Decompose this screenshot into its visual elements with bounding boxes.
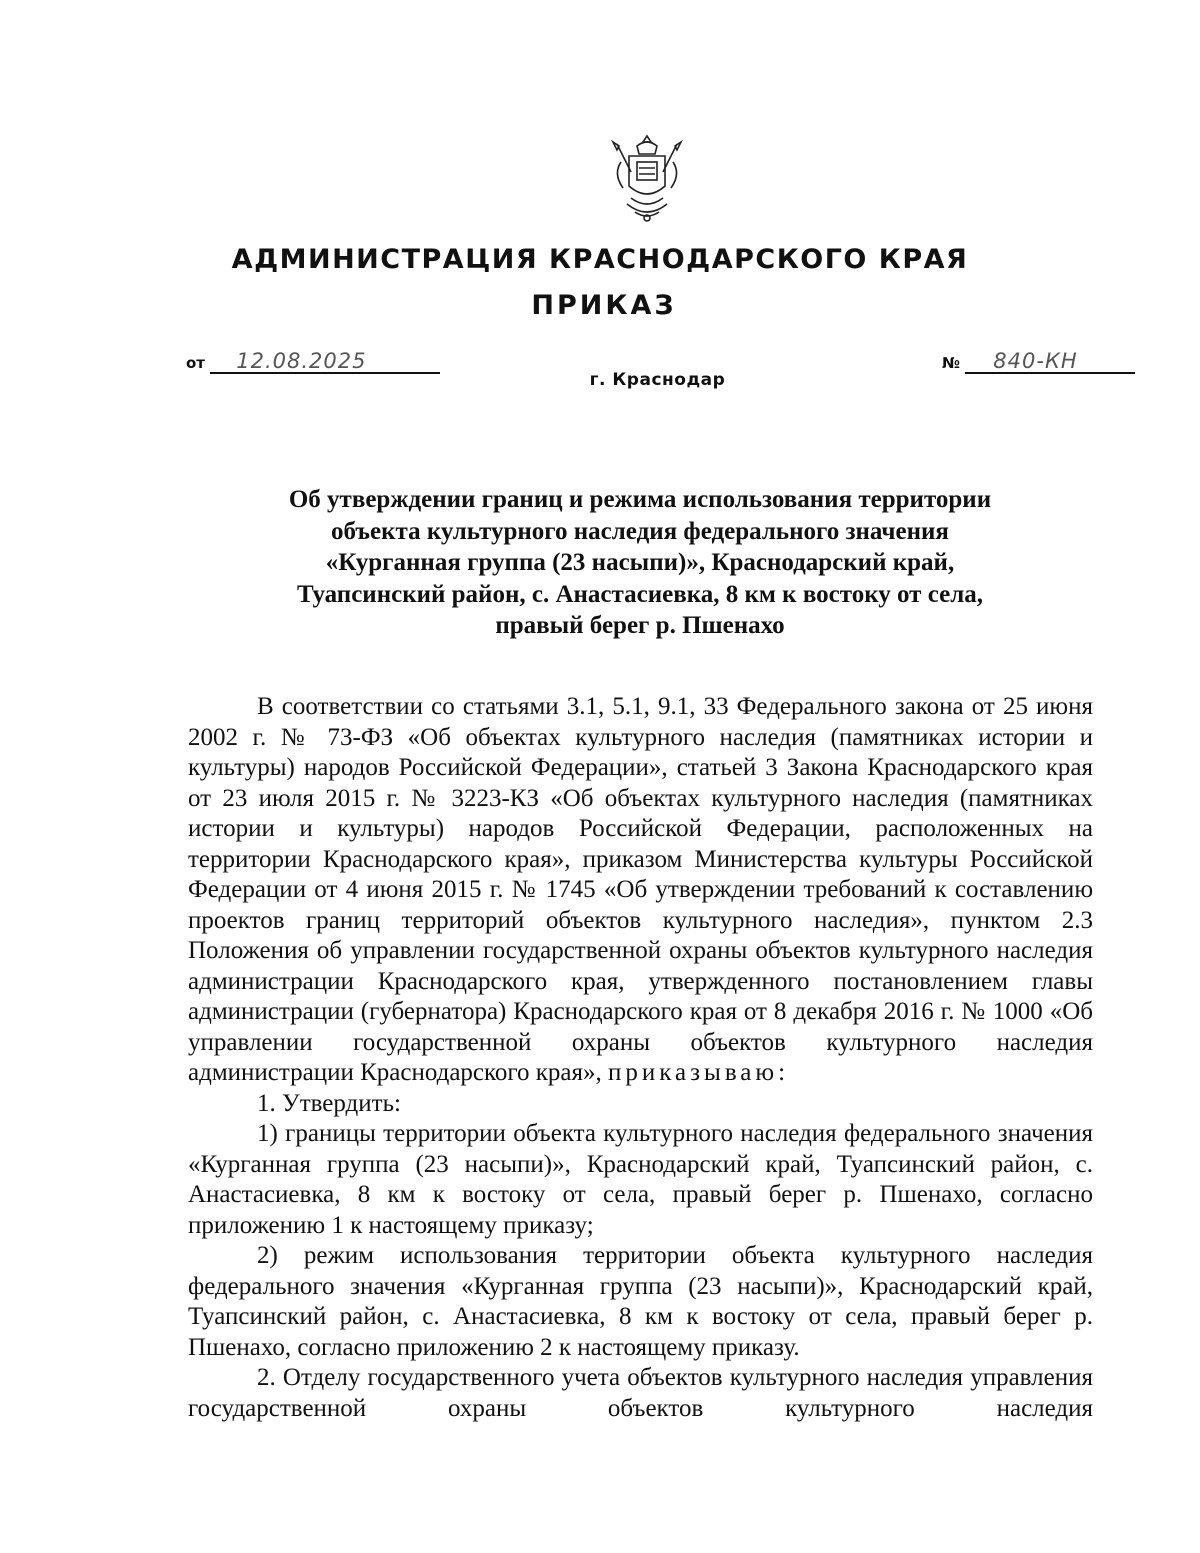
date-label: от bbox=[186, 354, 205, 372]
title-line: Об утверждении границ и режима использования территории bbox=[288, 486, 992, 513]
number-value: 840-КН bbox=[965, 350, 1135, 374]
agency-name: АДМИНИСТРАЦИЯ КРАСНОДАРСКОГО КРАЯ bbox=[231, 244, 969, 275]
item-1-1: 1) границы территории объекта культурного наследия федерального значения «Курганная группа (23 насыпи)», Краснодарский край, Туапсинский район, с. Анастасиевка, 8 км к востоку от села, правый берег р. Пшенахо, согласно приложению 1 к настоящему приказу; bbox=[188, 1120, 1093, 1239]
document-body bbox=[188, 692, 1093, 1424]
title-line: «Курганная группа (23 насыпи)», Краснодарский край, bbox=[325, 549, 955, 576]
number-label: № bbox=[942, 354, 961, 372]
title-line: Туапсинский район, с. Анастасиевка, 8 км к востоку от села, bbox=[297, 580, 983, 608]
document-type: ПРИКАЗ bbox=[531, 290, 677, 321]
document-title bbox=[190, 484, 1090, 642]
item-2: 2. Отделу государственного учета объектов культурного наследия управления государственной охраны объектов культурного наследия bbox=[188, 1364, 1093, 1422]
city: г. Краснодар bbox=[589, 370, 726, 390]
order-word: приказываю: bbox=[608, 1059, 790, 1086]
krasnodar-coat-of-arms-icon bbox=[607, 132, 687, 224]
title-line: правый берег р. Пшенахо bbox=[495, 612, 785, 639]
item-1: 1. Утвердить: bbox=[257, 1089, 401, 1117]
date-value: 12.08.2025 bbox=[210, 350, 440, 374]
title-line: объекта культурного наследия федерального значения bbox=[331, 517, 949, 545]
item-1-2: 2) режим использования территории объекта культурного наследия федерального значения «Курганная группа (23 насыпи)», Краснодарский край, Туапсинский район, с. Анастасиевка, 8 км к востоку от села, правый берег р. Пшенахо, согласно приложению 2 к настоящему приказу. bbox=[188, 1242, 1093, 1361]
preamble-paragraph bbox=[188, 692, 1093, 1089]
preamble-text: В соответствии со статьями 3.1, 5.1, 9.1, 33 Федерального закона от 25 июня 2002 г. № 73-ФЗ «Об объектах культурного наследия (памятниках истории и культуры) народов Российской Федерации», статьей 3 Закона Краснодарского края от 23 июля 2015 г. № 3223-КЗ «Об объектах культурного наследия (памятниках истории и культуры) народов Российской Федерации, расположенных на территории Краснодарского края», приказом Министерства культуры Российской Федерации от 4 июня 2015 г. № 1745 «Об утверждении требований к составлению проектов границ территорий объектов культурного наследия», пунктом 2.3 Положения об управлении государственной охраны объектов культурного наследия администрации Краснодарского края, утвержденного постановлением главы администрации (губернатора) Краснодарского края от 8 декабря 2016 г. № 1000 «Об управлении государственной охраны объектов культурного наследия администрации Краснодарского края», bbox=[188, 693, 1093, 1086]
